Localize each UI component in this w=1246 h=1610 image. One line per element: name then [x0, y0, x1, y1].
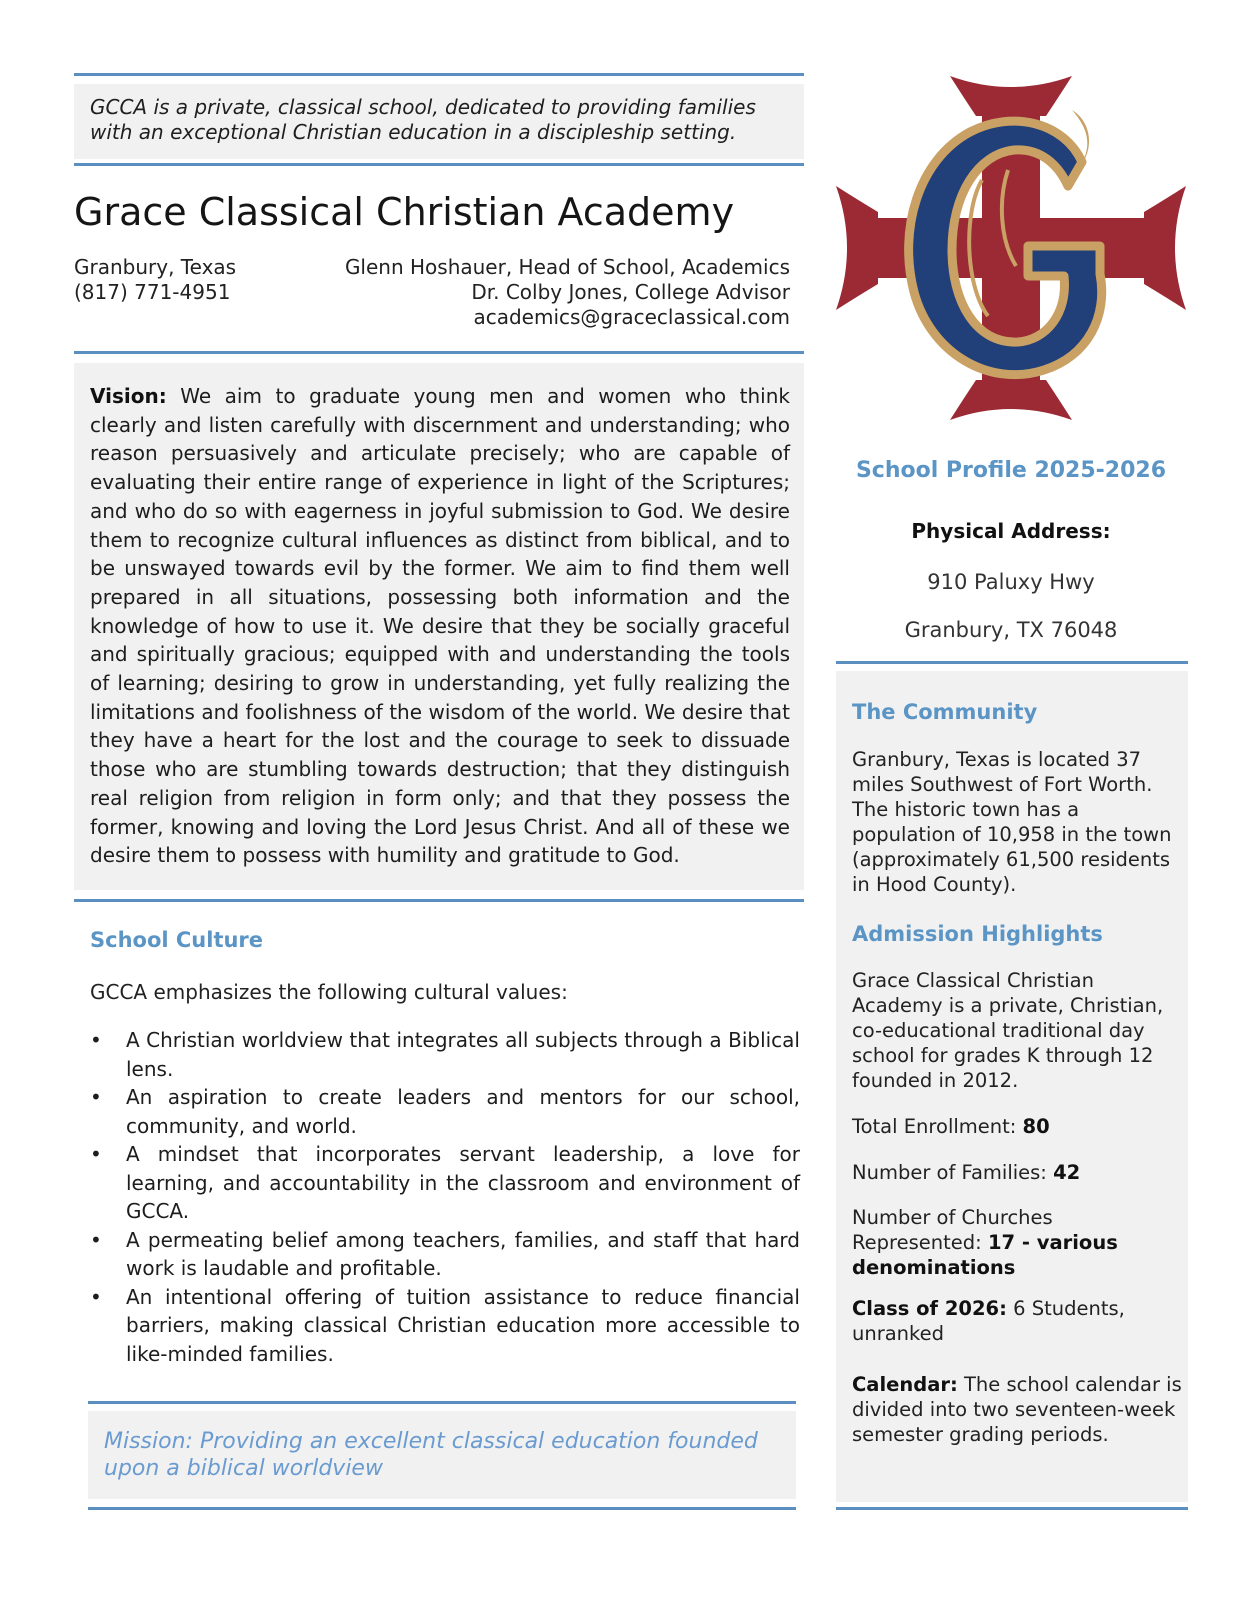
tagline-top-rule: [74, 73, 804, 76]
address-label: Physical Address:: [911, 519, 1111, 543]
list-item: • An intentional offering of tuition assistance to reduce financial barriers, making classical Christian education more accessible to like-minded families.: [90, 1283, 800, 1369]
list-item: • An aspiration to create leaders and mentors for our school, community, and world.: [90, 1083, 800, 1140]
mission-bottom-rule: [88, 1507, 796, 1510]
contact-right: [300, 255, 790, 330]
community-heading: The Community: [852, 700, 1038, 724]
mission-top-rule: [88, 1401, 796, 1404]
number-of-churches: [852, 1205, 1182, 1280]
school-name: Grace Classical Christian Academy: [74, 190, 735, 234]
head-of-school: Glenn Hoshauer, Head of School, Academics: [344, 255, 790, 279]
contact-left: [74, 255, 236, 305]
vision-body: We aim to graduate young men and women who think clearly and listen carefully with discernment and understanding; who reason persuasively and articulate precisely; who are capable of evaluating their entire range of experience in light of the Scriptures; and who do so with eagerness in joyful submission to God. We desire them to recognize cultural influences as distinct from biblical, and to be unswayed towards evil by the former. We aim to find them well prepared in all situations, possessing both information and the knowledge of how to use it. We desire that they be socially graceful and spiritually gracious; equipped with and understanding the tools of learning; desiring to grow in understanding, yet fully realizing the limitations and foolishness of the wisdom of the world. We desire that they have a heart for the lost and the courage to seek to dissuade those who are stumbling towards destruction; that they distinguish real religion from religion in form only; and that they possess the former, knowing and loving the Lord Jesus Christ. And all of these we desire them to possess with humility and gratitude to God.: [90, 384, 790, 868]
community-text: Granbury, Texas is located 37 miles Southwest of Fort Worth. The historic town has a population of 10,958 in the town (approximately 61,500 residents in Hood County).: [852, 748, 1172, 896]
culture-list: [90, 1026, 800, 1368]
profile-title: School Profile 2025-2026: [855, 458, 1167, 483]
phone: (817) 771-4951: [74, 280, 231, 304]
vision-label: Vision:: [90, 384, 167, 408]
address-line-2: Granbury, TX 76048: [904, 618, 1118, 642]
list-item: • A mindset that incorporates servant leadership, a love for learning, and accountability in the classroom and environment of GCCA.: [90, 1140, 800, 1226]
sidebar-top-rule: [836, 661, 1188, 664]
tagline-bottom-rule: [74, 163, 804, 166]
g-letter-emblem: [909, 110, 1102, 380]
vision-bottom-rule: [74, 899, 804, 902]
churches-label: Number of Churches Represented:: [852, 1206, 1053, 1254]
families-value: 42: [1053, 1161, 1081, 1184]
total-enrollment: [852, 1114, 1182, 1139]
calendar-label: Calendar:: [852, 1373, 958, 1396]
calendar-info: [852, 1372, 1182, 1447]
calendar-value: The school calendar is divided into two seventeen-week semester grading periods.: [852, 1373, 1182, 1446]
list-item: • A permeating belief among teachers, families, and staff that hard work is laudable and profitable.: [90, 1226, 800, 1283]
city: Granbury, Texas: [74, 255, 237, 279]
families-label: Number of Families:: [852, 1161, 1047, 1184]
admission-text: Grace Classical Christian Academy is a private, Christian, co-educational traditional day school for grades K through 12 founded in 2012.: [852, 969, 1164, 1092]
churches-value: 17 - various denominations: [852, 1231, 1118, 1279]
enrollment-label: Total Enrollment:: [852, 1115, 1017, 1138]
enrollment-value: 80: [1022, 1115, 1050, 1138]
vision-paragraph: [90, 382, 790, 870]
vision-top-rule: [74, 351, 804, 354]
tagline: GCCA is a private, classical school, dedicated to providing families with an exceptional Christian education in a discipleship setting.: [90, 95, 756, 144]
class-label: Class of 2026:: [852, 1297, 1007, 1320]
number-of-families: [852, 1160, 1182, 1185]
admission-heading: Admission Highlights: [852, 922, 1103, 946]
address-line-1: 910 Paluxy Hwy: [927, 570, 1095, 594]
email-link[interactable]: academics@graceclassical.com: [473, 305, 790, 329]
college-advisor: Dr. Colby Jones, College Advisor: [471, 280, 790, 304]
culture-intro: GCCA emphasizes the following cultural values:: [90, 980, 568, 1004]
school-logo: [832, 70, 1190, 426]
class-value: 6 Students, unranked: [852, 1297, 1125, 1345]
culture-heading: School Culture: [90, 928, 264, 952]
mission-statement: Mission: Providing an excellent classical education founded upon a biblical worldview: [104, 1429, 758, 1481]
list-item: • A Christian worldview that integrates all subjects through a Biblical lens.: [90, 1026, 800, 1083]
sidebar-bottom-rule: [836, 1507, 1188, 1510]
class-of-2026: [852, 1296, 1182, 1346]
